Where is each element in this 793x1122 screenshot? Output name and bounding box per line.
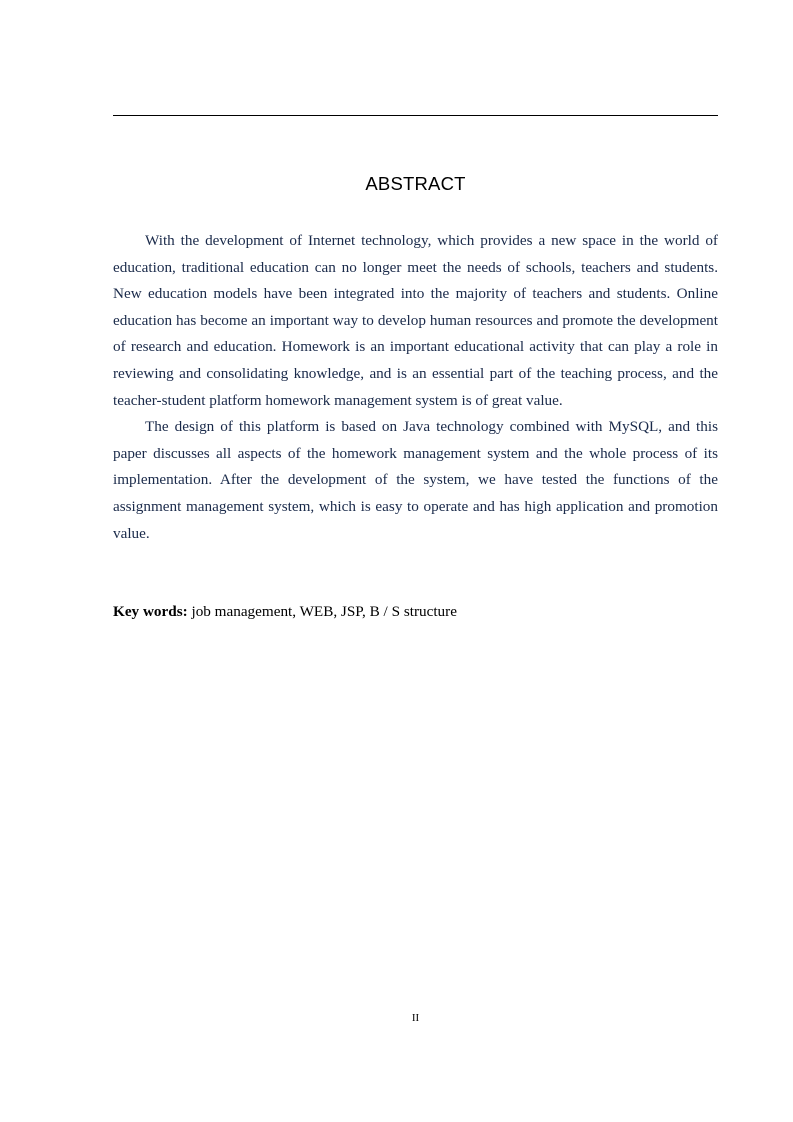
keywords-text: job management, WEB, JSP, B / S structure	[191, 603, 457, 620]
abstract-title: ABSTRACT	[365, 173, 466, 194]
header-rule	[113, 115, 718, 116]
keywords-line	[113, 601, 718, 623]
page-number: II	[411, 1012, 420, 1024]
abstract-paragraph-2: The design of this platform is based on Java technology combined with MySQL, and this paper discusses all aspects of the homework management system and the whole process of its implementation. After the development of the system, we have tested the functions of the assignment management system, which is easy to operate and has high application and promotion value.	[113, 418, 718, 542]
keywords-label: Key words:	[113, 603, 188, 620]
abstract-body	[113, 228, 718, 547]
abstract-paragraph-1: With the development of Internet technology, which provides a new space in the world of education, traditional education can no longer meet the needs of schools, teachers and students. New education models have been integrated into the majority of teachers and students. Online education has become an important way to develop human resources and promote the development of research and education. Homework is an important educational activity that can play a role in reviewing and consolidating knowledge, and is an essential part of the teaching process, and the teacher-student platform homework management system is of great value.	[113, 232, 718, 409]
